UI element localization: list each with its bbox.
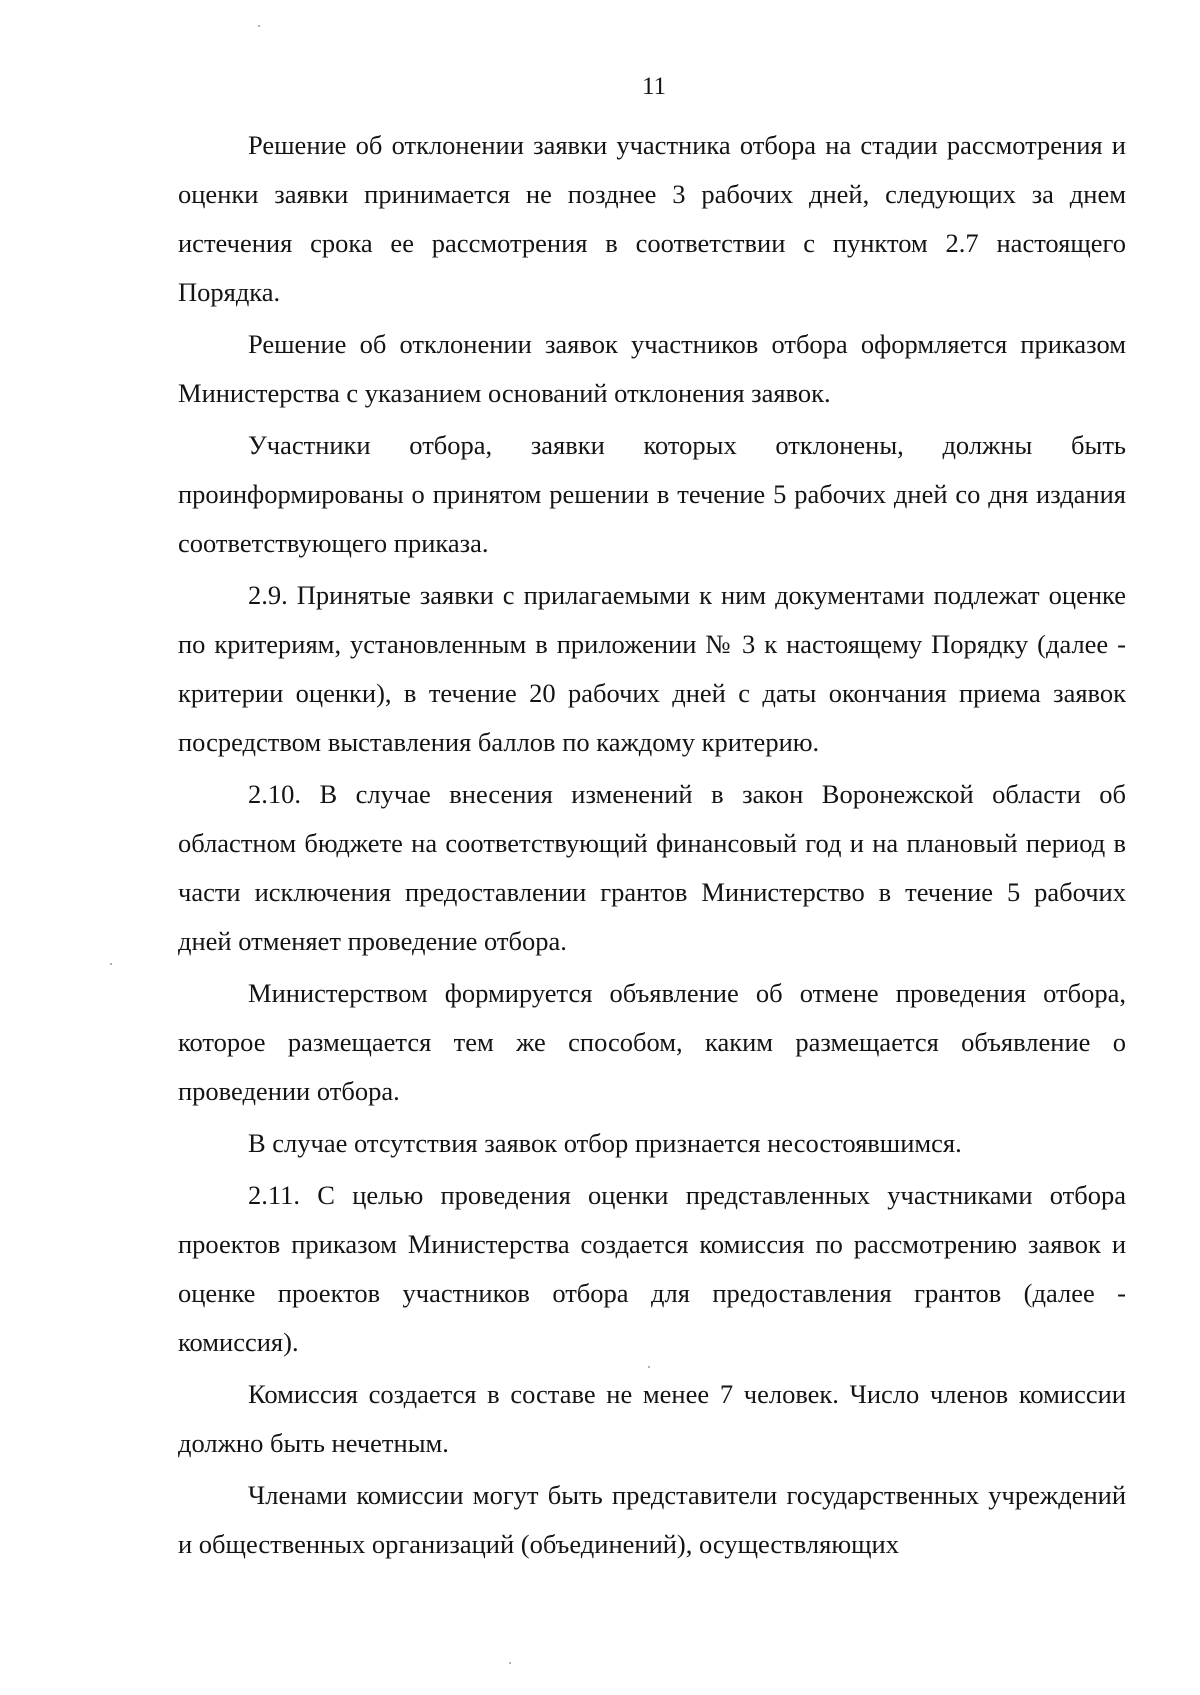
- paragraph-rejection-decision-timing: Решение об отклонении заявки участника отбора на стадии рассмотрения и оценки заявки принимается не позднее 3 рабочих дней, следующих за днем истечения срока ее рассмотрения в соответствии с пунктом 2.7 настоящего Порядка.: [178, 130, 1126, 307]
- document-body: [178, 121, 1126, 1572]
- paragraph-clause-2-11: 2.11. С целью проведения оценки представленных участниками отбора проектов приказом Министерства создается комиссия по рассмотрению заявок и оценке проектов участников отбора для предоставления грантов (далее - комиссия).: [178, 1180, 1126, 1357]
- paragraph-clause-2-9: 2.9. Принятые заявки с прилагаемыми к ним документами подлежат оценке по критериям, установленным в приложении № 3 к настоящему Порядку (далее - критерии оценки), в течение 20 рабочих дней с даты окончания приема заявок посредством выставления баллов по каждому критерию.: [178, 580, 1126, 757]
- scan-speck: [258, 25, 260, 27]
- paragraph-cancellation-announcement: Министерством формируется объявление об отмене проведения отбора, которое размещается тем же способом, каким размещается объявление о проведении отбора.: [178, 978, 1126, 1106]
- paragraph-rejection-order: Решение об отклонении заявок участников отбора оформляется приказом Министерства с указанием оснований отклонения заявок.: [178, 329, 1126, 408]
- scan-speck: [110, 963, 112, 965]
- paragraph-commission-size: Комиссия создается в составе не менее 7 человек. Число членов комиссии должно быть нечетным.: [178, 1379, 1126, 1458]
- paragraph-commission-members: Членами комиссии могут быть представители государственных учреждений и общественных организаций (объединений), осуществляющих: [178, 1480, 1126, 1559]
- scan-speck: [509, 1662, 511, 1664]
- scan-speck: [648, 1366, 650, 1368]
- page-number: 11: [641, 73, 667, 100]
- paragraph-participants-notification: Участники отбора, заявки которых отклонены, должны быть проинформированы о принятом решении в течение 5 рабочих дней со дня издания соответствующего приказа.: [178, 430, 1126, 558]
- paragraph-no-applications: В случае отсутствия заявок отбор признается несостоявшимся.: [248, 1128, 962, 1158]
- paragraph-clause-2-10: 2.10. В случае внесения изменений в закон Воронежской области об областном бюджете на соответствующий финансовый год и на плановый период в части исключения предоставлении грантов Министерство в течение 5 рабочих дней отменяет проведение отбора.: [178, 779, 1126, 956]
